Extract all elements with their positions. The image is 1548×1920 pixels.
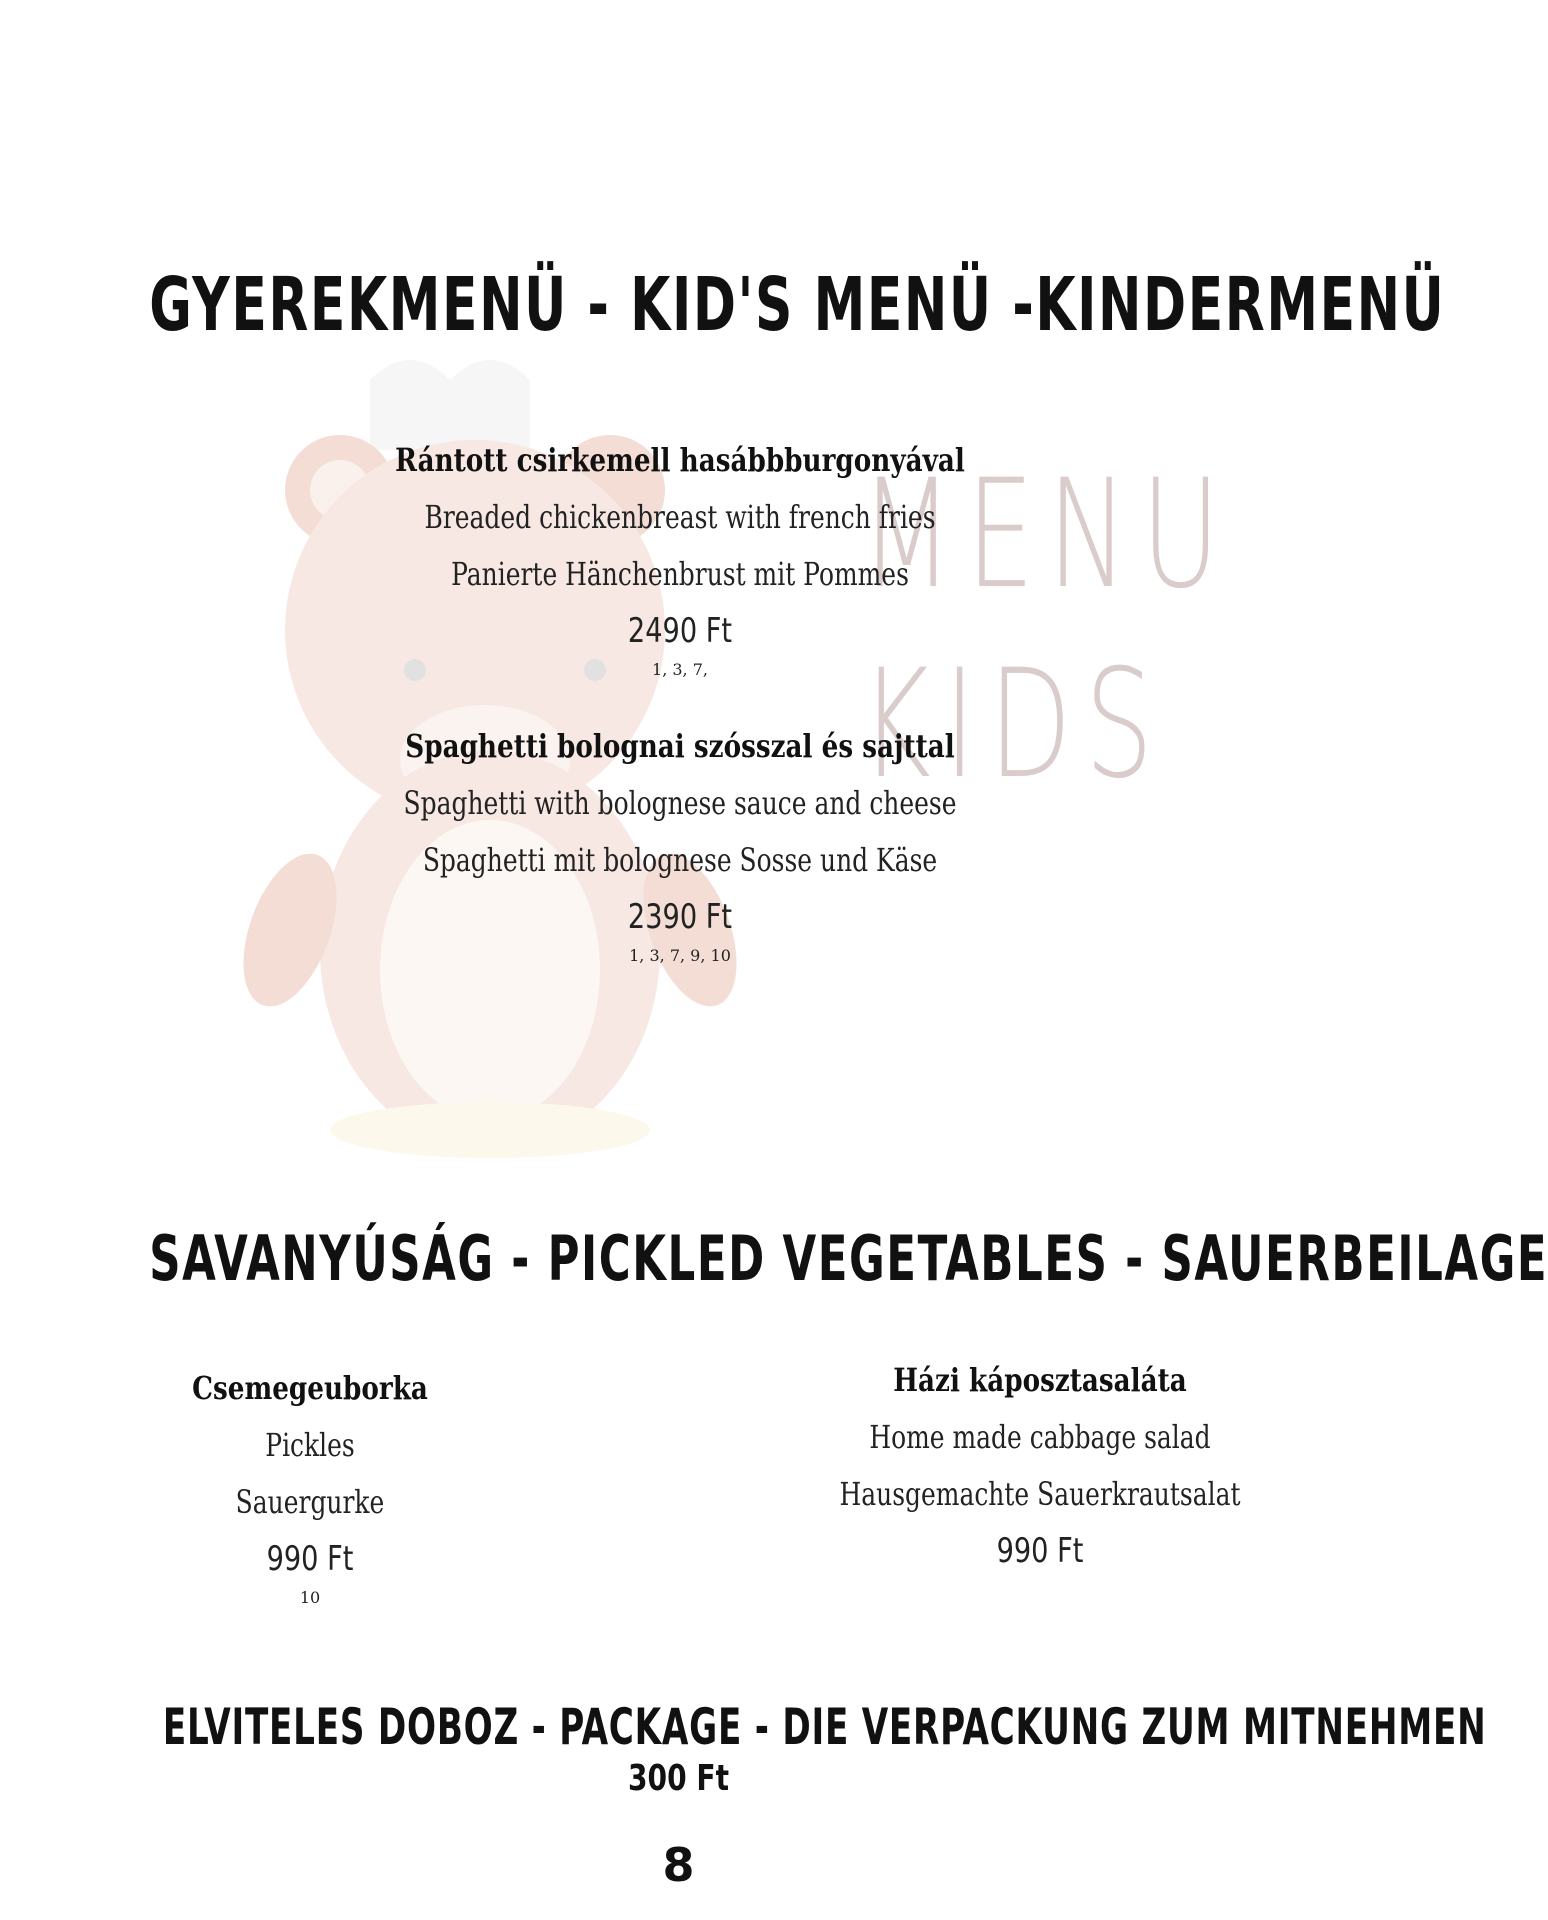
kids-menu-title: GYEREKMENÜ - KID'S MENÜ -KINDERMENÜ	[149, 262, 1446, 348]
item-name-de: Spaghetti mit bolognese Sosse und Käse	[422, 841, 938, 879]
pickles-title: SAVANYÚSÁG - PICKLED VEGETABLES - SAUERBEILAGE	[149, 1222, 1548, 1295]
item-price: 990 Ft	[996, 1531, 1084, 1571]
item-price: 2390 Ft	[627, 897, 733, 937]
item-name-hu: Spaghetti bolognai szósszal és sajttal	[405, 727, 955, 765]
item-name-de: Sauergurke	[235, 1483, 385, 1521]
package-price: 300 Ft	[627, 1758, 729, 1799]
item-name-hu: Rántott csirkemell hasábbburgonyával	[395, 441, 965, 479]
item-price: 990 Ft	[266, 1539, 354, 1579]
watermark-word-kids: KIDS	[860, 638, 1167, 812]
item-name-hu: Házi káposztasaláta	[893, 1361, 1187, 1399]
item-name-en: Pickles	[265, 1426, 355, 1464]
item-name-en: Breaded chickenbreast with french fries	[424, 498, 936, 536]
menu-item	[280, 432, 1080, 680]
package-title: ELVITELES DOBOZ - PACKAGE - DIE VERPACKUNG ZUM MITNEHMEN	[162, 1698, 1487, 1756]
item-name-en: Home made cabbage salad	[869, 1418, 1211, 1456]
watermark-word-menu: MENU	[860, 448, 1234, 622]
item-allergens: 1, 3, 7, 9, 10	[629, 946, 731, 965]
item-price: 2490 Ft	[627, 611, 733, 651]
menu-item	[110, 1360, 510, 1608]
item-allergens: 10	[299, 1588, 321, 1607]
item-name-en: Spaghetti with bolognese sauce and cheese	[403, 784, 957, 822]
item-name-de: Hausgemachte Sauerkrautsalat	[839, 1475, 1241, 1513]
menu-item	[760, 1352, 1320, 1580]
item-allergens: 1, 3, 7,	[652, 660, 708, 679]
menu-item	[280, 718, 1080, 966]
page-number: 8	[662, 1838, 695, 1892]
item-name-de: Panierte Hänchenbrust mit Pommes	[451, 555, 909, 593]
item-name-hu: Csemegeuborka	[192, 1369, 428, 1407]
